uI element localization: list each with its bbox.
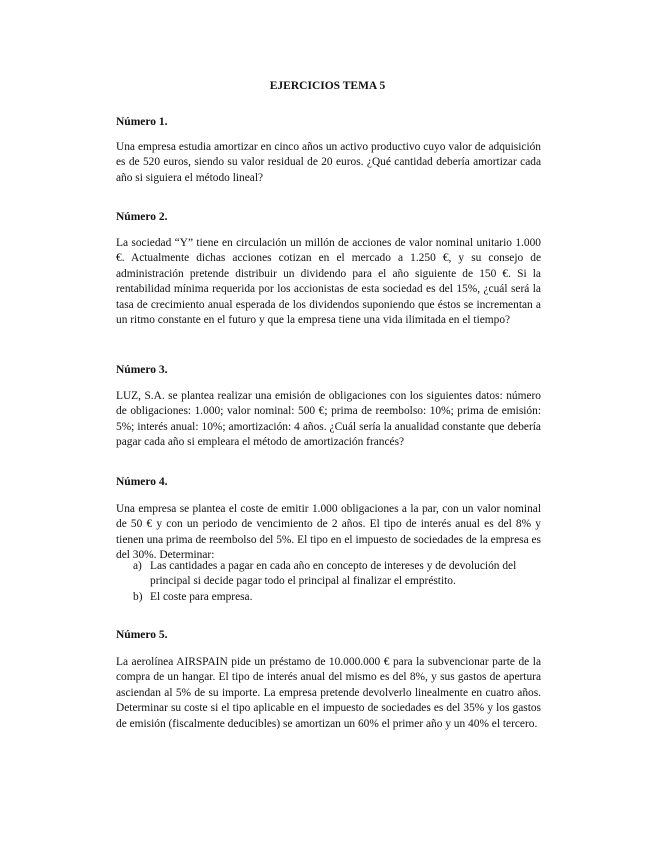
exercise-4-list <box>116 559 541 605</box>
exercise-1-text: Una empresa estudia amortizar en cinco años un activo productivo cuyo valor de adquisición es de 520 euros, siendo su valor residual de 20 euros. ¿Qué cantidad debería amortizar cada año si siguiera el método lineal? <box>116 141 541 184</box>
exercise-4-text: Una empresa se plantea el coste de emitir 1.000 obligaciones a la par, con un valor nominal de 50 € y con un periodo de vencimiento de 2 años. El tipo de interés anual es del 8% y tienen una prima de reembolso del 5%. El tipo en el impuesto de sociedades de la empresa es del 30%. Determinar: <box>116 503 541 562</box>
exercise-5-text: La aerolínea AIRSPAIN pide un préstamo de 10.000.000 € para la subvencionar parte de la compra de un hangar. El tipo de interés anual del mismo es del 8%, y sus gastos de apertura asciendan al 5% de su importe. La empresa pretende devolverlo linealmente en cuatro años. Determinar su coste si el tipo aplicable en el impuesto de sociedades es del 35% y los gastos de emisión (fiscalmente deducibles) se amortizan un 60% el primer año y un 40% el tercero. <box>116 656 541 730</box>
list-item <box>116 590 541 605</box>
list-item-text: El coste para empresa. <box>150 590 253 603</box>
document-title: EJERCICIOS TEMA 5 <box>269 80 386 92</box>
exercise-3-heading: Número 3. <box>116 364 168 376</box>
list-item <box>116 559 541 590</box>
exercise-2-heading: Número 2. <box>116 211 168 223</box>
exercise-3-text: LUZ, S.A. se plantea realizar una emisión de obligaciones con los siguientes datos: número de obligaciones: 1.000; valor nominal: 500 €; prima de reembolso: 10%; prima de emisión: 5%; interés anual: 10%; amortización: 4 años. ¿Cuál sería la anualidad constante que debería pagar cada año si empleara el método de amortización francés? <box>116 390 541 449</box>
exercise-1-heading: Número 1. <box>116 116 168 128</box>
list-item-marker: a) <box>133 560 142 572</box>
exercise-2-text: La sociedad “Y” tiene en circulación un millón de acciones de valor nominal unitario 1.000 €. Actualmente dichas acciones cotizan en el mercado a 1.250 €, y su consejo de administración pretende distribuir un dividendo para el año siguiente de 150 €. Si la rentabilidad mínima requerida por los accionistas de esta sociedad es del 15%, ¿cuál será la tasa de crecimiento anual esperada de los dividendos suponiendo que éstos se incrementan a un ritmo constante en el futuro y que la empresa tiene una vida ilimitada en el tiempo? <box>116 237 541 327</box>
exercise-5-heading: Número 5. <box>116 629 168 641</box>
list-item-marker: b) <box>133 590 143 603</box>
exercise-4-heading: Número 4. <box>116 476 168 488</box>
list-item-text: Las cantidades a pagar en cada año en concepto de intereses y de devolución del principal si decide pagar todo el principal al finalizar el empréstito. <box>150 560 517 588</box>
